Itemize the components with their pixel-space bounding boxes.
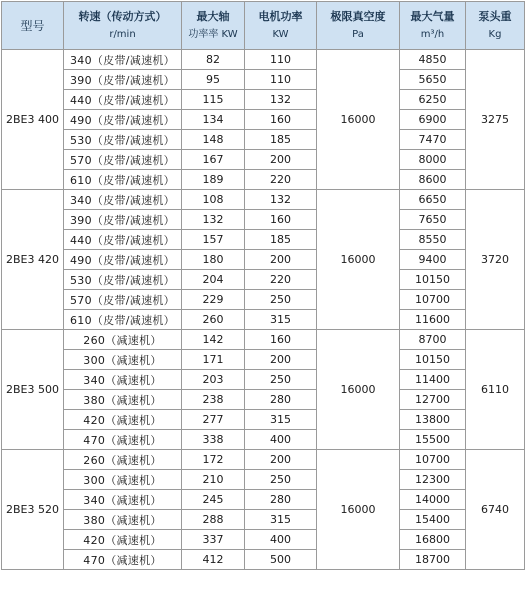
motor-power-cell: 185 bbox=[245, 230, 317, 250]
speed-cell: 340（皮带/减速机） bbox=[64, 190, 182, 210]
motor-power-cell: 132 bbox=[245, 90, 317, 110]
air-flow-cell: 10700 bbox=[400, 290, 466, 310]
header-vacuum-unit: Pa bbox=[352, 28, 364, 40]
header-vacuum bbox=[317, 2, 400, 50]
vacuum-cell: 16000 bbox=[317, 190, 400, 330]
shaft-power-cell: 238 bbox=[182, 390, 245, 410]
header-row bbox=[2, 2, 525, 50]
shaft-power-cell: 203 bbox=[182, 370, 245, 390]
shaft-power-cell: 132 bbox=[182, 210, 245, 230]
air-flow-cell: 15500 bbox=[400, 430, 466, 450]
shaft-power-cell: 412 bbox=[182, 550, 245, 570]
header-air-flow bbox=[400, 2, 466, 50]
header-speed-unit: r/min bbox=[109, 28, 136, 40]
table-row bbox=[2, 50, 525, 70]
pump-weight-cell: 6740 bbox=[466, 450, 525, 570]
shaft-power-cell: 288 bbox=[182, 510, 245, 530]
table-row bbox=[2, 110, 525, 130]
shaft-power-cell: 142 bbox=[182, 330, 245, 350]
speed-cell: 260（减速机） bbox=[64, 330, 182, 350]
air-flow-cell: 6650 bbox=[400, 190, 466, 210]
header-model-label: 型号 bbox=[20, 18, 45, 33]
motor-power-cell: 315 bbox=[245, 310, 317, 330]
speed-cell: 380（减速机） bbox=[64, 390, 182, 410]
air-flow-cell: 7650 bbox=[400, 210, 466, 230]
air-flow-cell: 10700 bbox=[400, 450, 466, 470]
table-row bbox=[2, 470, 525, 490]
speed-cell: 300（减速机） bbox=[64, 470, 182, 490]
speed-cell: 570（皮带/减速机） bbox=[64, 150, 182, 170]
motor-power-cell: 315 bbox=[245, 510, 317, 530]
header-pump-weight-label: 泵头重 bbox=[478, 9, 512, 23]
air-flow-cell: 11400 bbox=[400, 370, 466, 390]
table-row bbox=[2, 190, 525, 210]
table-row bbox=[2, 410, 525, 430]
speed-cell: 490（皮带/减速机） bbox=[64, 110, 182, 130]
table-row bbox=[2, 70, 525, 90]
table-row bbox=[2, 370, 525, 390]
table-row bbox=[2, 250, 525, 270]
table-row bbox=[2, 430, 525, 450]
speed-cell: 340（减速机） bbox=[64, 490, 182, 510]
speed-cell: 440（皮带/减速机） bbox=[64, 90, 182, 110]
motor-power-cell: 132 bbox=[245, 190, 317, 210]
air-flow-cell: 16800 bbox=[400, 530, 466, 550]
table-row bbox=[2, 150, 525, 170]
table-row bbox=[2, 510, 525, 530]
shaft-power-cell: 171 bbox=[182, 350, 245, 370]
spec-table-body bbox=[2, 50, 525, 570]
motor-power-cell: 280 bbox=[245, 490, 317, 510]
motor-power-cell: 250 bbox=[245, 370, 317, 390]
shaft-power-cell: 108 bbox=[182, 190, 245, 210]
air-flow-cell: 6250 bbox=[400, 90, 466, 110]
air-flow-cell: 18700 bbox=[400, 550, 466, 570]
table-row bbox=[2, 530, 525, 550]
air-flow-cell: 14000 bbox=[400, 490, 466, 510]
air-flow-cell: 10150 bbox=[400, 350, 466, 370]
shaft-power-cell: 157 bbox=[182, 230, 245, 250]
shaft-power-cell: 210 bbox=[182, 470, 245, 490]
table-row bbox=[2, 490, 525, 510]
speed-cell: 440（皮带/减速机） bbox=[64, 230, 182, 250]
header-shaft-power-label: 最大轴 bbox=[196, 9, 230, 23]
table-row bbox=[2, 130, 525, 150]
speed-cell: 390（皮带/减速机） bbox=[64, 210, 182, 230]
speed-cell: 610（皮带/减速机） bbox=[64, 170, 182, 190]
motor-power-cell: 110 bbox=[245, 70, 317, 90]
header-shaft-power bbox=[182, 2, 245, 50]
speed-cell: 340（皮带/减速机） bbox=[64, 50, 182, 70]
speed-cell: 610（皮带/减速机） bbox=[64, 310, 182, 330]
speed-cell: 380（减速机） bbox=[64, 510, 182, 530]
motor-power-cell: 110 bbox=[245, 50, 317, 70]
speed-cell: 530（皮带/减速机） bbox=[64, 270, 182, 290]
shaft-power-cell: 148 bbox=[182, 130, 245, 150]
shaft-power-cell: 277 bbox=[182, 410, 245, 430]
table-row bbox=[2, 210, 525, 230]
motor-power-cell: 250 bbox=[245, 470, 317, 490]
table-row bbox=[2, 330, 525, 350]
shaft-power-cell: 167 bbox=[182, 150, 245, 170]
air-flow-cell: 10150 bbox=[400, 270, 466, 290]
header-speed-label: 转速（传动方式） bbox=[78, 9, 167, 23]
shaft-power-cell: 82 bbox=[182, 50, 245, 70]
header-motor-power-unit: KW bbox=[272, 28, 289, 40]
table-row bbox=[2, 310, 525, 330]
vacuum-cell: 16000 bbox=[317, 50, 400, 190]
pump-weight-cell: 3275 bbox=[466, 50, 525, 190]
motor-power-cell: 400 bbox=[245, 530, 317, 550]
speed-cell: 530（皮带/减速机） bbox=[64, 130, 182, 150]
model-cell: 2BE3 520 bbox=[2, 450, 64, 570]
air-flow-cell: 8000 bbox=[400, 150, 466, 170]
table-row bbox=[2, 290, 525, 310]
shaft-power-cell: 189 bbox=[182, 170, 245, 190]
table-row bbox=[2, 350, 525, 370]
air-flow-cell: 5650 bbox=[400, 70, 466, 90]
shaft-power-cell: 115 bbox=[182, 90, 245, 110]
motor-power-cell: 500 bbox=[245, 550, 317, 570]
table-row bbox=[2, 270, 525, 290]
motor-power-cell: 160 bbox=[245, 210, 317, 230]
air-flow-cell: 12700 bbox=[400, 390, 466, 410]
header-model bbox=[2, 2, 64, 50]
speed-cell: 470（减速机） bbox=[64, 430, 182, 450]
air-flow-cell: 8600 bbox=[400, 170, 466, 190]
shaft-power-cell: 172 bbox=[182, 450, 245, 470]
header-pump-weight-unit: Kg bbox=[488, 28, 502, 40]
air-flow-cell: 15400 bbox=[400, 510, 466, 530]
pump-weight-cell: 3720 bbox=[466, 190, 525, 330]
table-row bbox=[2, 550, 525, 570]
motor-power-cell: 160 bbox=[245, 330, 317, 350]
model-cell: 2BE3 500 bbox=[2, 330, 64, 450]
air-flow-cell: 12300 bbox=[400, 470, 466, 490]
speed-cell: 420（减速机） bbox=[64, 410, 182, 430]
model-cell: 2BE3 420 bbox=[2, 190, 64, 330]
air-flow-cell: 9400 bbox=[400, 250, 466, 270]
speed-cell: 490（皮带/减速机） bbox=[64, 250, 182, 270]
motor-power-cell: 280 bbox=[245, 390, 317, 410]
vacuum-cell: 16000 bbox=[317, 330, 400, 450]
speed-cell: 260（减速机） bbox=[64, 450, 182, 470]
shaft-power-cell: 95 bbox=[182, 70, 245, 90]
air-flow-cell: 8700 bbox=[400, 330, 466, 350]
air-flow-cell: 6900 bbox=[400, 110, 466, 130]
table-row bbox=[2, 170, 525, 190]
motor-power-cell: 250 bbox=[245, 290, 317, 310]
shaft-power-cell: 180 bbox=[182, 250, 245, 270]
header-vacuum-label: 极限真空度 bbox=[330, 9, 386, 23]
motor-power-cell: 200 bbox=[245, 450, 317, 470]
air-flow-cell: 13800 bbox=[400, 410, 466, 430]
header-motor-power bbox=[245, 2, 317, 50]
shaft-power-cell: 338 bbox=[182, 430, 245, 450]
shaft-power-cell: 260 bbox=[182, 310, 245, 330]
air-flow-cell: 4850 bbox=[400, 50, 466, 70]
header-air-flow-label: 最大气量 bbox=[410, 9, 455, 23]
motor-power-cell: 200 bbox=[245, 250, 317, 270]
shaft-power-cell: 204 bbox=[182, 270, 245, 290]
shaft-power-cell: 229 bbox=[182, 290, 245, 310]
motor-power-cell: 220 bbox=[245, 270, 317, 290]
motor-power-cell: 200 bbox=[245, 350, 317, 370]
speed-cell: 340（减速机） bbox=[64, 370, 182, 390]
motor-power-cell: 185 bbox=[245, 130, 317, 150]
table-row bbox=[2, 390, 525, 410]
table-row bbox=[2, 450, 525, 470]
air-flow-cell: 11600 bbox=[400, 310, 466, 330]
air-flow-cell: 7470 bbox=[400, 130, 466, 150]
header-pump-weight bbox=[466, 2, 525, 50]
spec-table-container bbox=[1, 1, 525, 595]
motor-power-cell: 400 bbox=[245, 430, 317, 450]
motor-power-cell: 160 bbox=[245, 110, 317, 130]
motor-power-cell: 220 bbox=[245, 170, 317, 190]
motor-power-cell: 315 bbox=[245, 410, 317, 430]
model-cell: 2BE3 400 bbox=[2, 50, 64, 190]
speed-cell: 390（皮带/减速机） bbox=[64, 70, 182, 90]
speed-cell: 470（减速机） bbox=[64, 550, 182, 570]
shaft-power-cell: 337 bbox=[182, 530, 245, 550]
header-motor-power-label: 电机功率 bbox=[258, 9, 303, 23]
speed-cell: 300（减速机） bbox=[64, 350, 182, 370]
header-air-flow-unit: m³/h bbox=[420, 28, 445, 40]
header-speed bbox=[64, 2, 182, 50]
table-row bbox=[2, 90, 525, 110]
speed-cell: 420（减速机） bbox=[64, 530, 182, 550]
shaft-power-cell: 245 bbox=[182, 490, 245, 510]
table-row bbox=[2, 230, 525, 250]
shaft-power-cell: 134 bbox=[182, 110, 245, 130]
vacuum-cell: 16000 bbox=[317, 450, 400, 570]
pump-spec-table bbox=[1, 1, 525, 570]
motor-power-cell: 200 bbox=[245, 150, 317, 170]
speed-cell: 570（皮带/减速机） bbox=[64, 290, 182, 310]
pump-weight-cell: 6110 bbox=[466, 330, 525, 450]
air-flow-cell: 8550 bbox=[400, 230, 466, 250]
header-shaft-power-unit: 功率率 KW bbox=[188, 28, 238, 40]
